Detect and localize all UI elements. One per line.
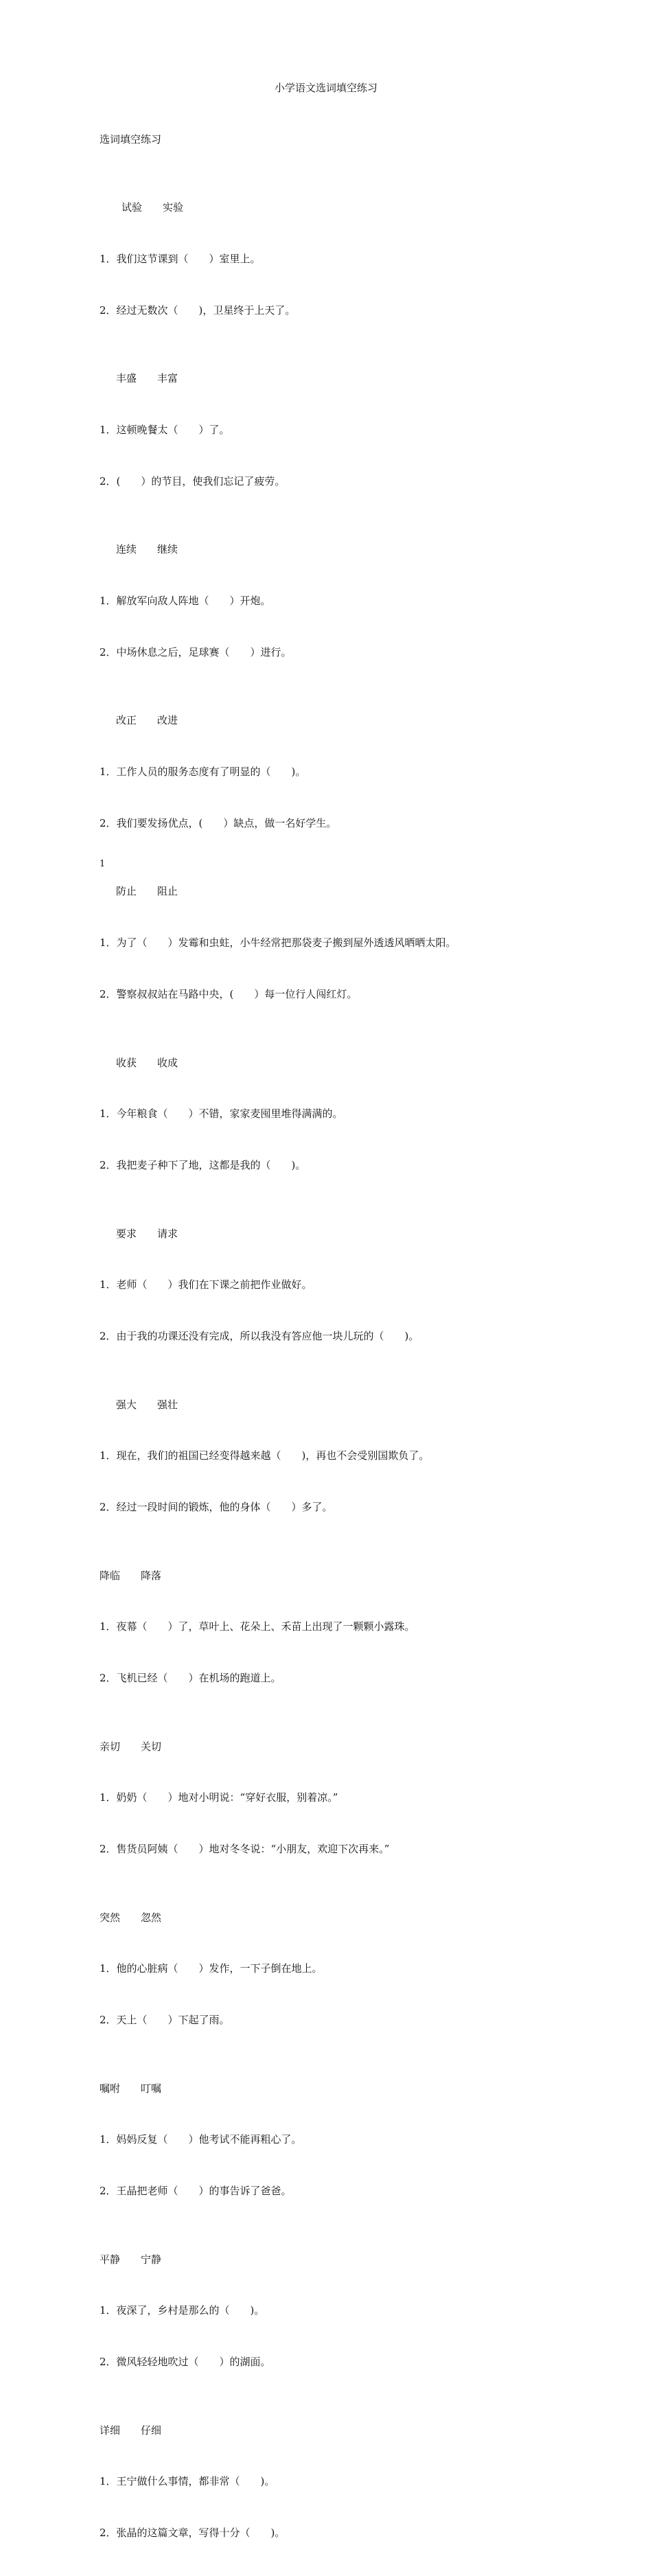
question-line: 1．妈妈反复（ ）他考试不能再粗心了。 xyxy=(100,2133,302,2146)
question-line: 1．解放军向敌人阵地（ ）开炮。 xyxy=(100,595,271,608)
document-title: 小学语文选词填空练习 xyxy=(274,82,377,94)
word-pair: 要求 请求 xyxy=(116,1227,178,1240)
question-line: 1．我们这节课到（ ）室里上。 xyxy=(100,253,261,266)
word-pair: 降临 降落 xyxy=(100,1569,162,1582)
word-pair: 连续 继续 xyxy=(116,543,178,556)
word-pair: 改正 改进 xyxy=(116,714,178,727)
word-pair: 突然 忽然 xyxy=(100,1911,162,1924)
question-line: 1．奶奶（ ）地对小明说：“穿好衣服，别着凉。” xyxy=(100,1791,338,1804)
question-line: 2．天上（ ）下起了雨。 xyxy=(100,2013,230,2026)
question-line: 1．今年粮食（ ）不错，家家麦囤里堆得满满的。 xyxy=(100,1107,343,1120)
question-line: 2．王晶把老师（ ）的事告诉了爸爸。 xyxy=(100,2185,292,2197)
word-pair: 收获 收成 xyxy=(116,1056,178,1069)
question-line: 1．夜幕（ ）了，草叶上、花朵上、禾苗上出现了一颗颗小露珠。 xyxy=(100,1620,415,1633)
section-heading: 选词填空练习 xyxy=(100,133,162,146)
question-line: 1．老师（ ）我们在下课之前把作业做好。 xyxy=(100,1278,312,1291)
question-line: 2．微风轻轻地吹过（ ）的湖面。 xyxy=(100,2356,271,2369)
question-line: 1．工作人员的服务态度有了明显的（ )。 xyxy=(100,766,306,779)
question-line: 2．飞机已经（ ）在机场的跑道上。 xyxy=(100,1671,281,1684)
word-pair: 亲切 关切 xyxy=(100,1740,162,1753)
question-line: 2．中场休息之后，足球赛（ ）进行。 xyxy=(100,645,292,658)
question-line: 2．由于我的功课还没有完成，所以我没有答应他一块儿玩的（ )。 xyxy=(100,1329,419,1342)
question-line: 1．为了（ ）发霉和虫蛀，小牛经常把那袋麦子搬到屋外透透风晒晒太阳。 xyxy=(100,936,456,950)
question-line: 2．经过一段时间的锻炼，他的身体（ ）多了。 xyxy=(100,1500,333,1513)
question-line: 2．张晶的这篇文章，写得十分（ )。 xyxy=(100,2527,286,2540)
question-line: 2．经过无数次（ )，卫星终于上天了。 xyxy=(100,303,296,317)
question-line: 2．售货员阿姨（ ）地对冬冬说：“小朋友，欢迎下次再来。” xyxy=(100,1842,390,1855)
word-pair: 平静 宁静 xyxy=(100,2253,162,2266)
question-line: 2．( ）的节目，使我们忘记了疲劳。 xyxy=(100,474,286,487)
word-pair: 嘱咐 叮嘱 xyxy=(100,2082,162,2095)
question-line: 1．他的心脏病（ ）发作，一下子倒在地上。 xyxy=(100,1962,323,1975)
question-line: 2．警察叔叔站在马路中央，( ）每一位行人闯红灯。 xyxy=(100,987,358,1000)
exercise-body xyxy=(100,97,580,2576)
question-line: 2．我们要发扬优点，( ）缺点，做一名好学生。 xyxy=(100,816,337,829)
question-line: 1．这顿晚餐太（ ）了。 xyxy=(100,424,230,437)
question-line: 2．我把麦子种下了地，这都是我的（ )。 xyxy=(100,1158,306,1171)
word-pair: 详细 仔细 xyxy=(100,2424,162,2437)
question-line: 1．王宁做什么事情，都非常（ )。 xyxy=(100,2475,275,2488)
word-pair: 丰盛 丰富 xyxy=(116,372,178,385)
question-line: 1．现在，我们的祖国已经变得越来越（ )，再也不会受别国欺负了。 xyxy=(100,1449,430,1462)
word-pair: 强大 强壮 xyxy=(116,1398,178,1411)
question-line: 1．夜深了，乡村是那么的（ )。 xyxy=(100,2304,265,2317)
word-pair: 防止 阻止 xyxy=(116,885,178,898)
page-number: 1 xyxy=(100,859,106,869)
word-pair: 试验 实验 xyxy=(121,201,184,214)
